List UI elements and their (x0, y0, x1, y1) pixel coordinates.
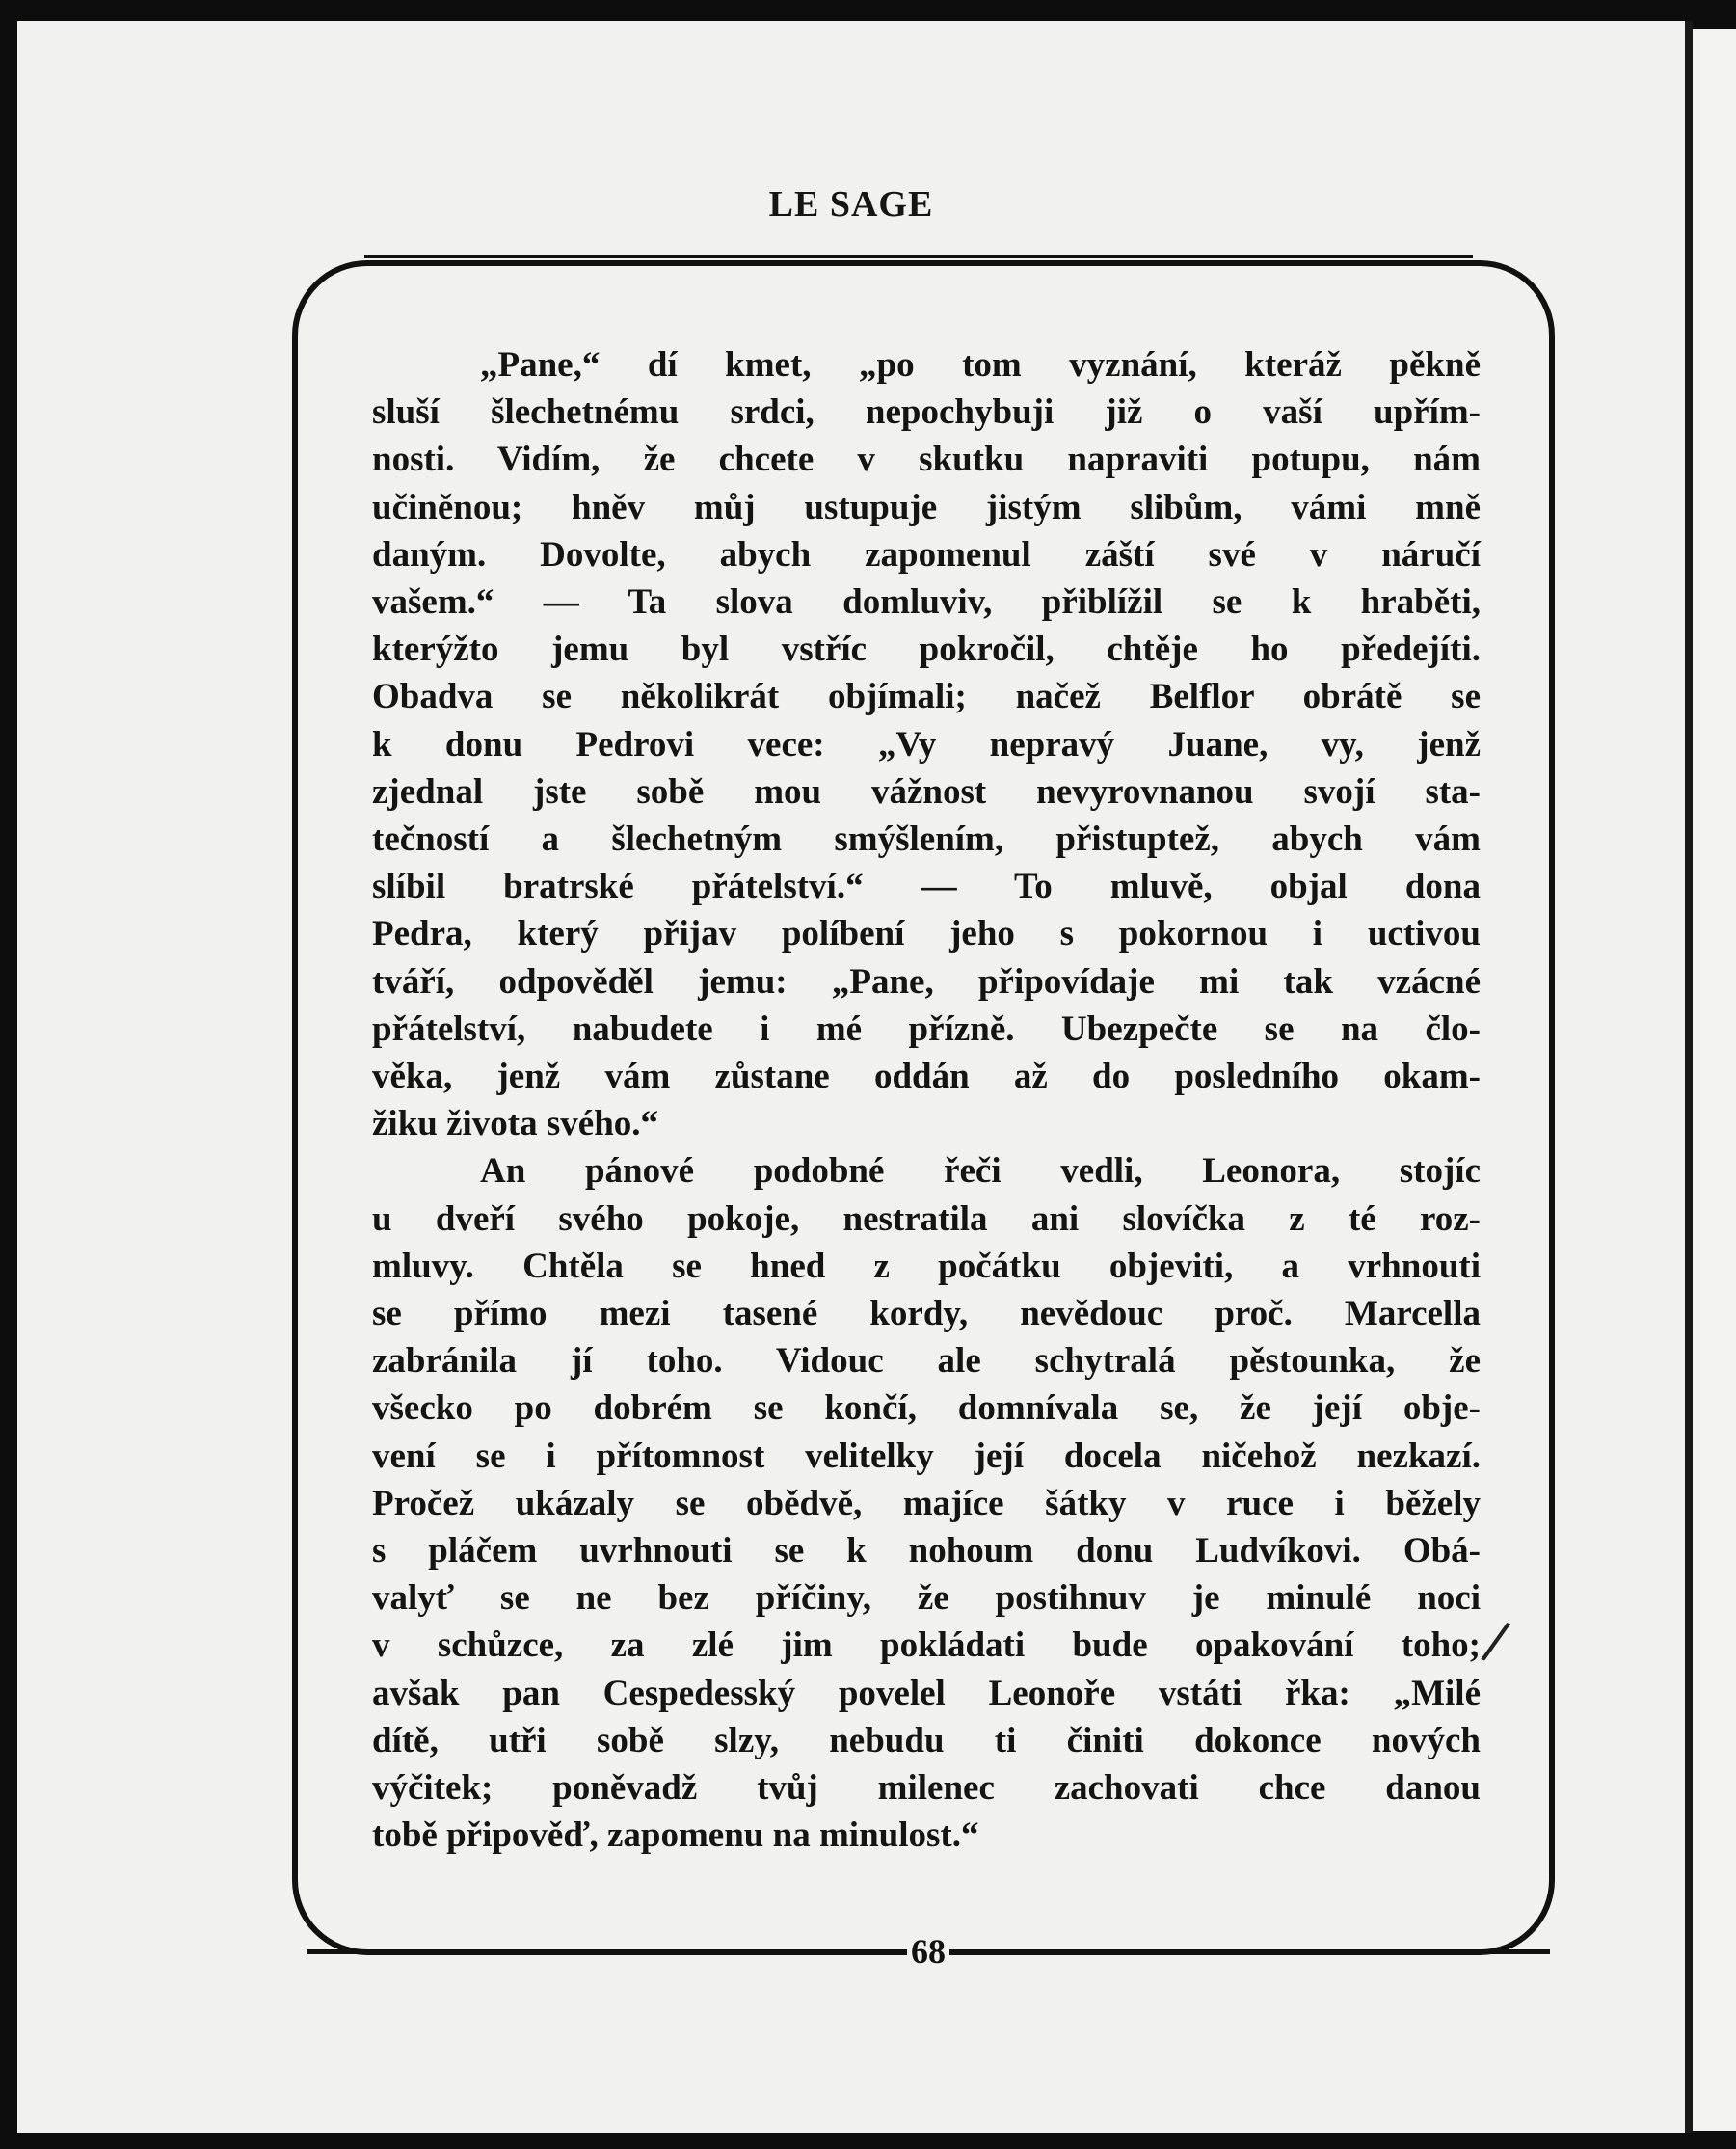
text-line: vení se i přítomnost velitelky její docela ničehož nezkazí. (372, 1436, 1481, 1476)
text-line: výčitek; poněvadž tvůj milenec zachovati chce danou (372, 1768, 1481, 1809)
frame-top-rule (364, 255, 1473, 258)
text-line: zabránila jí toho. Vidouc ale schytralá pěstounka, že (372, 1341, 1481, 1382)
text-line: se přímo mezi tasené kordy, nevědouc proč. Marcella (372, 1294, 1481, 1334)
text-line: mluvy. Chtěla se hned z počátku objeviti, a vrhnouti (372, 1246, 1481, 1286)
text-line: nosti. Vidím, že chcete v skutku napraviti potupu, nám (372, 440, 1481, 480)
text-line: Pročež ukázaly se obědvě, majíce šátky v ruce i běžely (372, 1483, 1481, 1523)
text-line: učiněnou; hněv můj ustupuje jistým slibům, vámi mně (372, 487, 1481, 527)
text-line: tečností a šlechetným smýšlením, přistuptež, abych vám (372, 819, 1481, 860)
page-edge-shadow (1685, 21, 1693, 2133)
text-line: tobě připověď, zapomenu na minulost.“ (372, 1815, 979, 1856)
body-text (372, 341, 1481, 1860)
book-page (17, 21, 1685, 2133)
text-line: věka, jenž vám zůstane oddán až do posledního okam- (372, 1057, 1481, 1097)
text-line: daným. Dovolte, abych zapomenul záští své v náručí (372, 534, 1481, 575)
text-line: tváří, odpověděl jemu: „Pane, připovídaje mi tak vzácné (372, 961, 1481, 1002)
text-line: zjednal jste sobě mou vážnost nevyrovnanou svojí sta- (372, 771, 1481, 812)
text-line: valyť se ne bez příčiny, že postihnuv je minulé noci (372, 1578, 1481, 1619)
margin-pencil-mark: / (1478, 1608, 1514, 1673)
page-number: 68 (907, 1931, 949, 1972)
text-line: Obadva se několikrát objímali; načež Belflor obrátě se (372, 677, 1481, 717)
adjacent-page-sliver (1693, 29, 1736, 2131)
text-line: v schůzce, za zlé jim pokládati bude opakování toho; (372, 1625, 1481, 1666)
page-footer (307, 1922, 1550, 1980)
text-line: přátelství, nabudete i mé přízně. Ubezpečte se na člo- (372, 1008, 1481, 1049)
text-line: kterýžto jemu byl vstříc pokročil, chtěje ho předejíti. (372, 630, 1481, 670)
text-line: u dveří svého pokoje, nestratila ani slovíčka z té roz- (372, 1198, 1481, 1239)
text-line: všecko po dobrém se končí, domnívala se, že její obje- (372, 1388, 1481, 1429)
text-line: Pedra, který přijav políbení jeho s pokornou i uctivou (372, 914, 1481, 954)
text-line: „Pane,“ dí kmet, „po tom vyznání, kteráž pěkně (480, 345, 1481, 385)
text-line: dítě, utři sobě slzy, nebudu ti činiti dokonce nových (372, 1720, 1481, 1760)
text-line: vašem.“ — Ta slova domluviv, přiblížil se k hraběti, (372, 582, 1481, 623)
text-line: An pánové podobné řeči vedli, Leonora, stojíc (480, 1151, 1481, 1192)
footer-rule-right (986, 1949, 1550, 1954)
text-line: sluší šlechetnému srdci, nepochybuji již o vaší upřím- (372, 392, 1481, 433)
text-line: avšak pan Cespedesský povelel Leonoře vstáti řka: „Milé (372, 1673, 1481, 1713)
text-line: k donu Pedrovi vece: „Vy nepravý Juane, vy, jenž (372, 724, 1481, 765)
text-line: s pláčem uvrhnouti se k nohoum donu Ludvíkovi. Obá- (372, 1531, 1481, 1571)
running-header: LE SAGE (768, 184, 934, 225)
text-line: žiku života svého.“ (372, 1104, 659, 1144)
text-line: slíbil bratrské přátelství.“ — To mluvě, objal dona (372, 867, 1481, 907)
footer-rule-left (307, 1949, 870, 1954)
